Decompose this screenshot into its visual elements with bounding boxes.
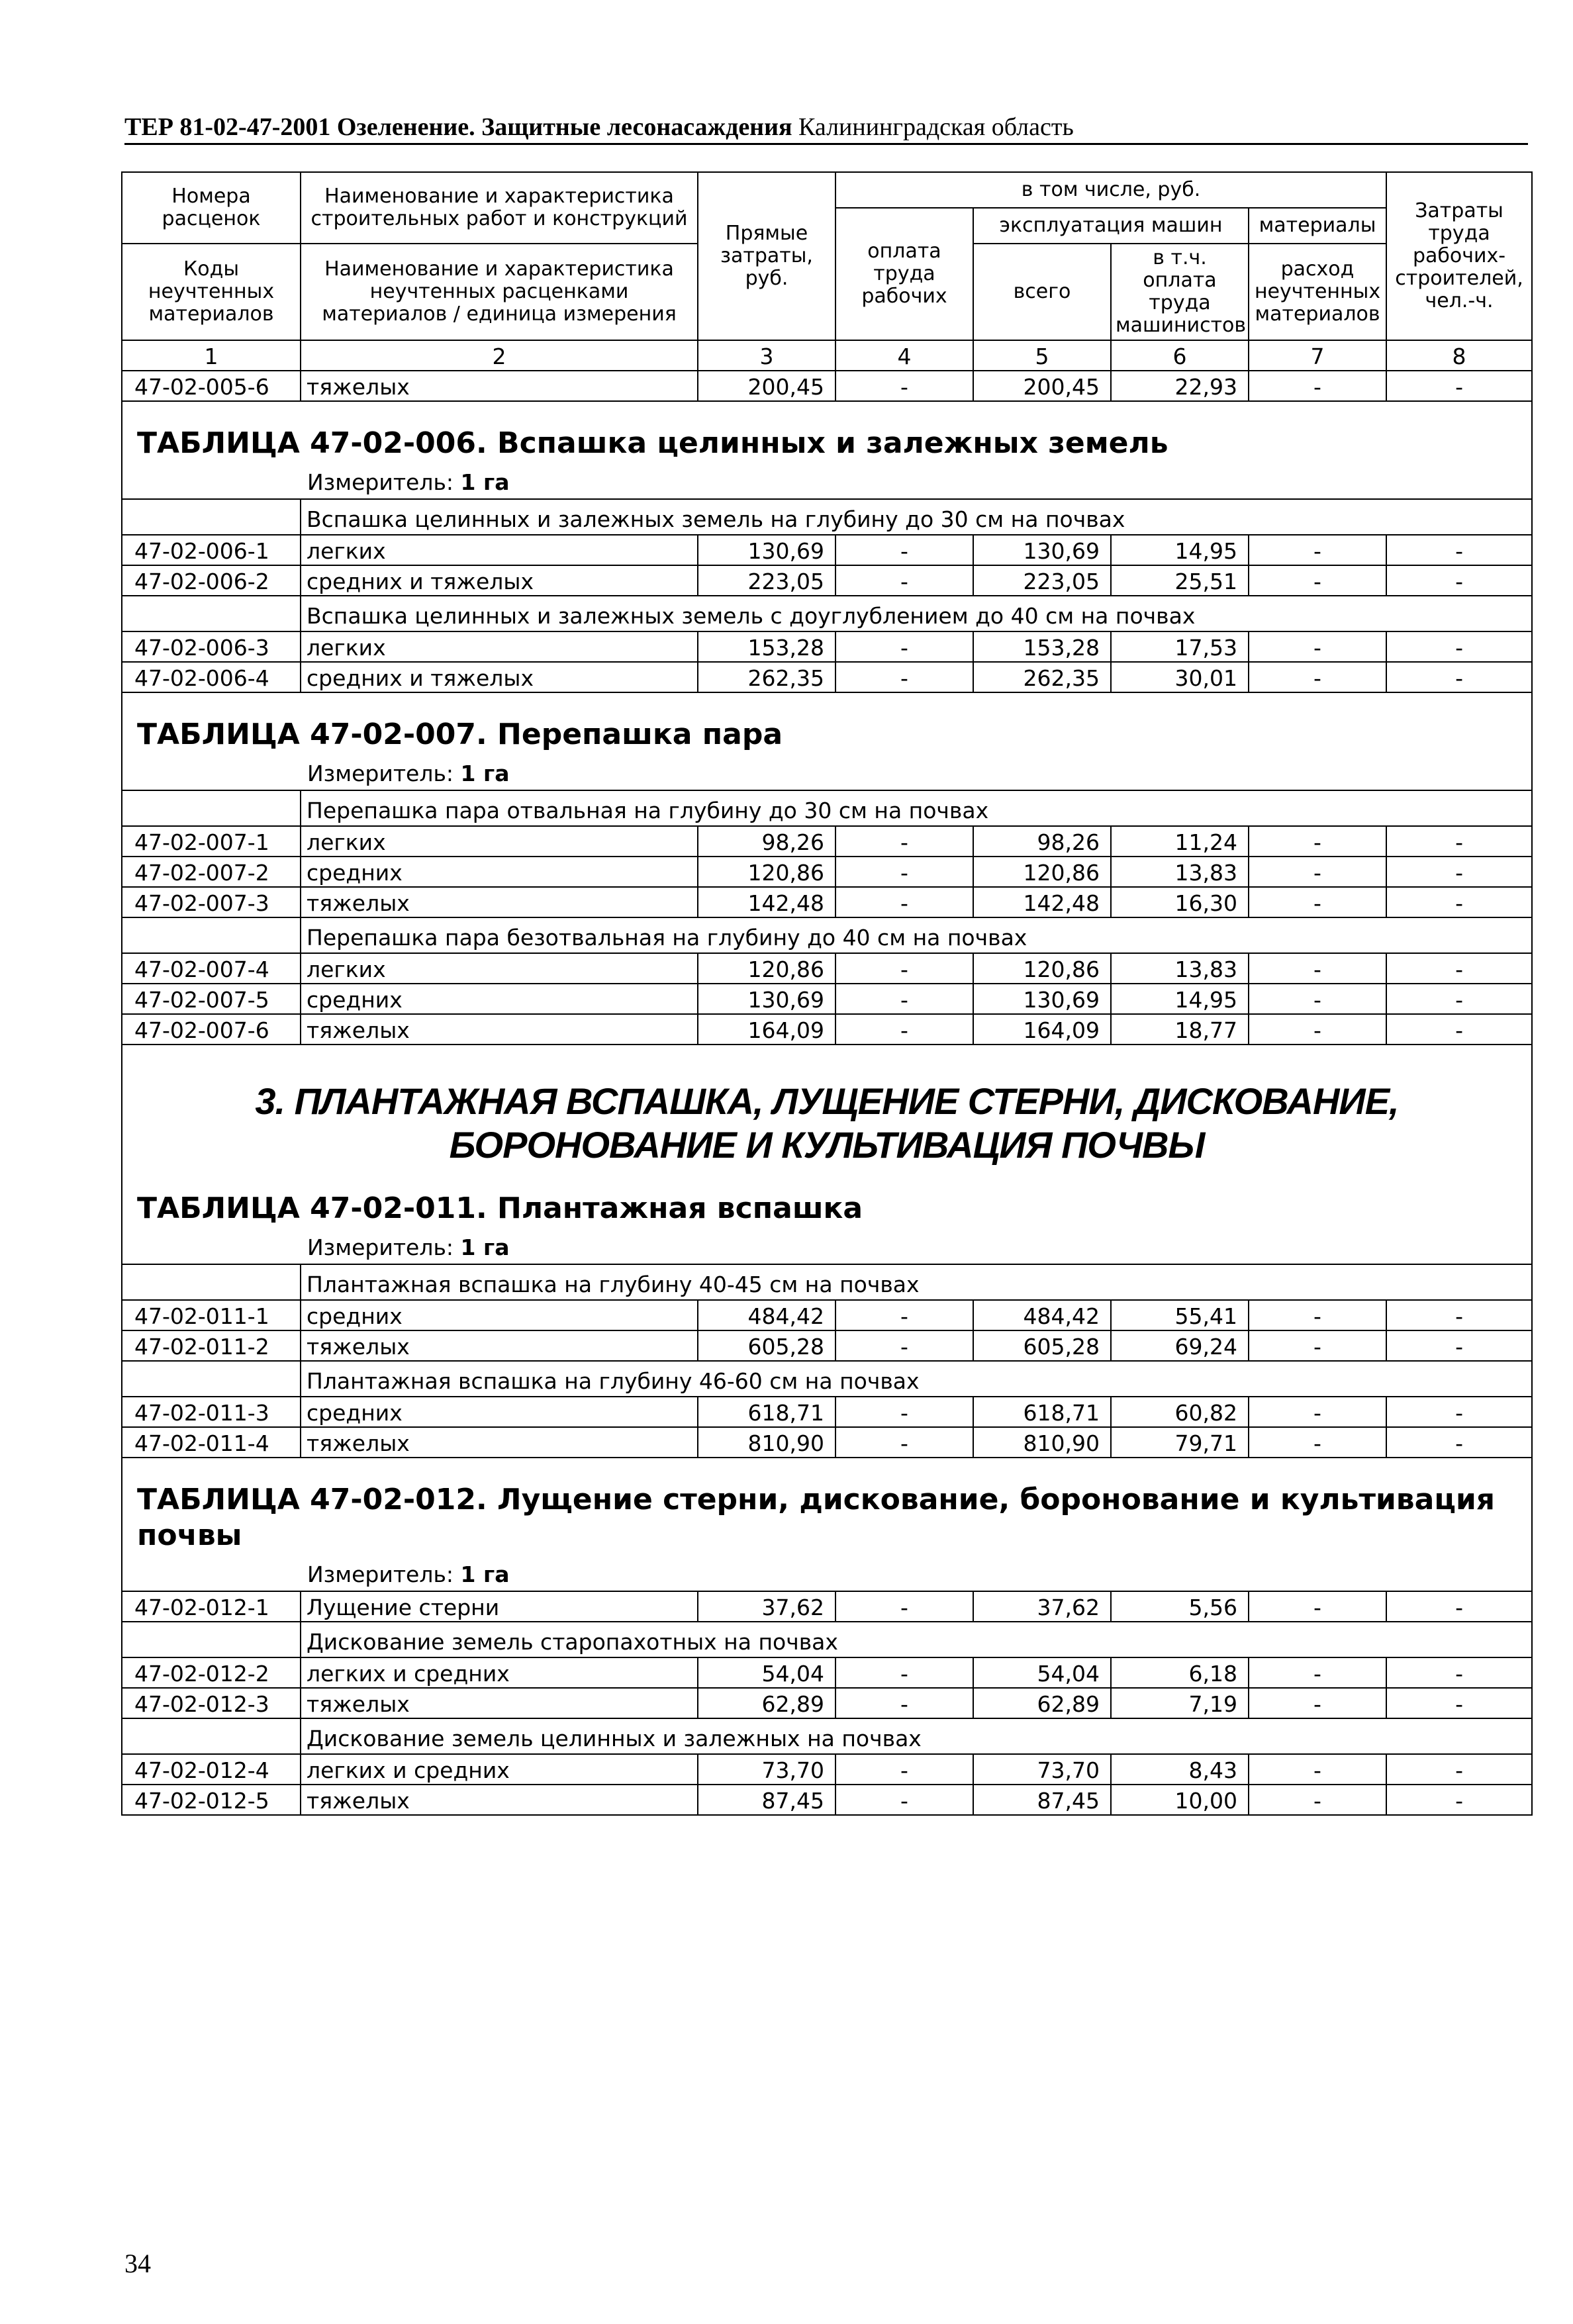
machinist-wages: 13,83 — [1111, 857, 1249, 887]
machinist-wages: 79,71 — [1111, 1427, 1249, 1458]
material-use: - — [1249, 1688, 1386, 1718]
table-row — [122, 1657, 1532, 1688]
rate-name: легких — [301, 826, 698, 857]
labor-cost: - — [1386, 1427, 1532, 1458]
table-title-row — [122, 692, 1532, 790]
rate-name: тяжелых — [301, 1688, 698, 1718]
group-description: Перепашка пара безотвальная на глубину до 40 см на почвах — [301, 917, 1532, 953]
col-number: 1 — [122, 340, 301, 371]
wages-cost: - — [835, 887, 973, 917]
group-description: Перепашка пара отвальная на глубину до 30 см на почвах — [301, 790, 1532, 826]
rate-code: 47-02-007-4 — [122, 953, 301, 984]
machinist-wages: 60,82 — [1111, 1397, 1249, 1427]
table-title-cell — [122, 401, 1532, 499]
rate-name: легких — [301, 535, 698, 565]
col-header-name: Наименование и характеристика строительных работ и конструкций — [301, 172, 698, 244]
rate-name: средних — [301, 1300, 698, 1330]
group-description: Вспашка целинных и залежных земель на глубину до 30 см на почвах — [301, 499, 1532, 535]
material-use: - — [1249, 1427, 1386, 1458]
direct-cost: 37,62 — [698, 1591, 835, 1622]
col-header-direct: Прямые затраты, руб. — [698, 172, 835, 340]
machinist-wages: 5,56 — [1111, 1591, 1249, 1622]
direct-cost: 262,35 — [698, 662, 835, 692]
wages-cost: - — [835, 984, 973, 1014]
material-use: - — [1249, 1397, 1386, 1427]
table-row — [122, 631, 1532, 662]
table-title: ТАБЛИЦА 47-02-007. Перепашка пара — [137, 718, 783, 751]
rate-code: 47-02-007-2 — [122, 857, 301, 887]
direct-cost: 605,28 — [698, 1330, 835, 1361]
table-row — [122, 953, 1532, 984]
wages-cost: - — [835, 662, 973, 692]
rate-code: 47-02-012-3 — [122, 1688, 301, 1718]
machine-cost: 605,28 — [973, 1330, 1111, 1361]
wages-cost: - — [835, 1657, 973, 1688]
rate-code: 47-02-011-2 — [122, 1330, 301, 1361]
machinist-wages: 13,83 — [1111, 953, 1249, 984]
group-description-code-cell — [122, 499, 301, 535]
group-description-row — [122, 596, 1532, 631]
rate-name: средних и тяжелых — [301, 662, 698, 692]
labor-cost: - — [1386, 1014, 1532, 1045]
group-description-code-cell — [122, 1718, 301, 1754]
machinist-wages: 17,53 — [1111, 631, 1249, 662]
table-row — [122, 984, 1532, 1014]
col-header-total: всего — [973, 244, 1111, 340]
material-use: - — [1249, 857, 1386, 887]
material-use: - — [1249, 662, 1386, 692]
table-row — [122, 826, 1532, 857]
rate-name: средних — [301, 857, 698, 887]
col-number: 7 — [1249, 340, 1386, 371]
machine-cost: 120,86 — [973, 857, 1111, 887]
measure-label: Измеритель: — [307, 1234, 461, 1260]
direct-cost: 164,09 — [698, 1014, 835, 1045]
wages-cost: - — [835, 857, 973, 887]
rate-code: 47-02-005-6 — [122, 371, 301, 401]
direct-cost: 54,04 — [698, 1657, 835, 1688]
material-use: - — [1249, 1785, 1386, 1815]
machine-cost: 130,69 — [973, 984, 1111, 1014]
wages-cost: - — [835, 631, 973, 662]
group-description-code-cell — [122, 596, 301, 631]
machine-cost: 223,05 — [973, 565, 1111, 596]
direct-cost: 87,45 — [698, 1785, 835, 1815]
measure-value: 1 га — [460, 469, 510, 495]
wages-cost: - — [835, 1591, 973, 1622]
table-row — [122, 1014, 1532, 1045]
measure-label: Измеритель: — [307, 469, 461, 495]
machine-cost: 618,71 — [973, 1397, 1111, 1427]
direct-cost: 98,26 — [698, 826, 835, 857]
measure-label: Измеритель: — [307, 761, 461, 786]
page-number: 34 — [124, 2249, 151, 2278]
col-header-materials: материалы — [1249, 208, 1386, 244]
direct-cost: 153,28 — [698, 631, 835, 662]
rate-name: легких — [301, 953, 698, 984]
col-header-codes: Номера расценок — [122, 172, 301, 244]
labor-cost: - — [1386, 1397, 1532, 1427]
rate-code: 47-02-012-4 — [122, 1754, 301, 1785]
machinist-wages: 69,24 — [1111, 1330, 1249, 1361]
group-description-row — [122, 1718, 1532, 1754]
rate-code: 47-02-011-4 — [122, 1427, 301, 1458]
material-use: - — [1249, 953, 1386, 984]
measure-value: 1 га — [460, 1561, 510, 1587]
col-number: 2 — [301, 340, 698, 371]
material-use: - — [1249, 984, 1386, 1014]
table-row — [122, 1688, 1532, 1718]
rates-table — [121, 171, 1533, 1816]
rate-code: 47-02-007-3 — [122, 887, 301, 917]
material-use: - — [1249, 826, 1386, 857]
direct-cost: 62,89 — [698, 1688, 835, 1718]
rate-name: средних — [301, 984, 698, 1014]
machinist-wages: 16,30 — [1111, 887, 1249, 917]
rate-code: 47-02-011-1 — [122, 1300, 301, 1330]
wages-cost: - — [835, 535, 973, 565]
machinist-wages: 18,77 — [1111, 1014, 1249, 1045]
labor-cost: - — [1386, 1754, 1532, 1785]
table-row — [122, 1427, 1532, 1458]
group-description: Плантажная вспашка на глубину 40-45 см на почвах — [301, 1264, 1532, 1300]
group-description-code-cell — [122, 917, 301, 953]
machine-cost: 54,04 — [973, 1657, 1111, 1688]
rate-name: тяжелых — [301, 1427, 698, 1458]
table-row — [122, 1591, 1532, 1622]
col-number: 3 — [698, 340, 835, 371]
col-number: 6 — [1111, 340, 1249, 371]
machinist-wages: 55,41 — [1111, 1300, 1249, 1330]
material-use: - — [1249, 535, 1386, 565]
group-description: Дискование земель целинных и залежных на почвах — [301, 1718, 1532, 1754]
col-number: 5 — [973, 340, 1111, 371]
direct-cost: 810,90 — [698, 1427, 835, 1458]
material-use: - — [1249, 887, 1386, 917]
labor-cost: - — [1386, 984, 1532, 1014]
col-header-codes-materials: Коды неучтенных материалов — [122, 244, 301, 340]
machine-cost: 810,90 — [973, 1427, 1111, 1458]
rate-name: легких — [301, 631, 698, 662]
doc-title: Озеленение. Защитные лесонасаждения — [330, 113, 792, 141]
table-title-cell — [122, 1458, 1532, 1591]
table-measure — [130, 1554, 1523, 1591]
rate-code: 47-02-006-1 — [122, 535, 301, 565]
table-row — [122, 662, 1532, 692]
table-row — [122, 1754, 1532, 1785]
direct-cost: 142,48 — [698, 887, 835, 917]
labor-cost: - — [1386, 1591, 1532, 1622]
rate-name: легких и средних — [301, 1754, 698, 1785]
table-measure — [130, 753, 1523, 790]
table-title: ТАБЛИЦА 47-02-006. Вспашка целинных и залежных земель — [137, 426, 1168, 460]
rate-name: легких и средних — [301, 1657, 698, 1688]
machine-cost: 98,26 — [973, 826, 1111, 857]
rate-name: тяжелых — [301, 1330, 698, 1361]
material-use: - — [1249, 565, 1386, 596]
rate-code: 47-02-012-5 — [122, 1785, 301, 1815]
group-description-row — [122, 1361, 1532, 1397]
table-row — [122, 857, 1532, 887]
material-use: - — [1249, 1657, 1386, 1688]
machine-cost: 130,69 — [973, 535, 1111, 565]
rate-name: тяжелых — [301, 1785, 698, 1815]
machine-cost: 120,86 — [973, 953, 1111, 984]
machine-cost: 164,09 — [973, 1014, 1111, 1045]
chapter-heading: 3. ПЛАНТАЖНАЯ ВСПАШКА, ЛУЩЕНИЕ СТЕРНИ, ДИСКОВАНИЕ, БОРОНОВАНИЕ И КУЛЬТИВАЦИЯ ПОЧВЫ — [255, 1080, 1399, 1166]
direct-cost: 120,86 — [698, 857, 835, 887]
table-row — [122, 1300, 1532, 1330]
direct-cost: 223,05 — [698, 565, 835, 596]
table-title-cell — [122, 1045, 1532, 1264]
running-head — [124, 113, 1528, 145]
col-header-name-materials: Наименование и характеристика неучтенных расценками материалов / единица измерения — [301, 244, 698, 340]
rate-code: 47-02-006-4 — [122, 662, 301, 692]
measure-value: 1 га — [460, 1234, 510, 1260]
group-description-row — [122, 1622, 1532, 1657]
group-description-row — [122, 1264, 1532, 1300]
group-description: Плантажная вспашка на глубину 46-60 см на почвах — [301, 1361, 1532, 1397]
direct-cost: 73,70 — [698, 1754, 835, 1785]
col-header-wages: оплата труда рабочих — [835, 208, 973, 340]
direct-cost: 130,69 — [698, 984, 835, 1014]
col-header-incl: в том числе, руб. — [835, 172, 1386, 208]
col-number: 8 — [1386, 340, 1532, 371]
rate-name: Лущение стерни — [301, 1591, 698, 1622]
column-number-row — [122, 340, 1532, 371]
table-row — [122, 1397, 1532, 1427]
group-description-row — [122, 790, 1532, 826]
material-use: - — [1249, 1014, 1386, 1045]
material-use: - — [1249, 1300, 1386, 1330]
rate-code: 47-02-006-3 — [122, 631, 301, 662]
machine-cost: 200,45 — [973, 371, 1111, 401]
rate-code: 47-02-007-6 — [122, 1014, 301, 1045]
table-title: ТАБЛИЦА 47-02-011. Плантажная вспашка — [137, 1191, 863, 1225]
table-row — [122, 887, 1532, 917]
machinist-wages: 14,95 — [1111, 535, 1249, 565]
labor-cost: - — [1386, 662, 1532, 692]
measure-value: 1 га — [460, 761, 510, 786]
direct-cost: 484,42 — [698, 1300, 835, 1330]
rate-name: тяжелых — [301, 887, 698, 917]
group-description-row — [122, 499, 1532, 535]
rate-code: 47-02-007-1 — [122, 826, 301, 857]
labor-cost: - — [1386, 371, 1532, 401]
labor-cost: - — [1386, 1657, 1532, 1688]
wages-cost: - — [835, 371, 973, 401]
group-description-code-cell — [122, 790, 301, 826]
material-use: - — [1249, 1330, 1386, 1361]
labor-cost: - — [1386, 857, 1532, 887]
wages-cost: - — [835, 1397, 973, 1427]
table-measure — [130, 1227, 1523, 1264]
machinist-wages: 11,24 — [1111, 826, 1249, 857]
machine-cost: 73,70 — [973, 1754, 1111, 1785]
machine-cost: 37,62 — [973, 1591, 1111, 1622]
group-description-code-cell — [122, 1622, 301, 1657]
table-title: ТАБЛИЦА 47-02-012. Лущение стерни, дискование, боронование и культивация почвы — [137, 1483, 1496, 1552]
machinist-wages: 14,95 — [1111, 984, 1249, 1014]
machinist-wages: 8,43 — [1111, 1754, 1249, 1785]
wages-cost: - — [835, 565, 973, 596]
group-description-code-cell — [122, 1264, 301, 1300]
group-description: Дискование земель старопахотных на почвах — [301, 1622, 1532, 1657]
col-header-machinist-wages: в т.ч. оплата труда машинистов — [1111, 244, 1249, 340]
rate-code: 47-02-011-3 — [122, 1397, 301, 1427]
labor-cost: - — [1386, 887, 1532, 917]
table-measure — [130, 461, 1523, 498]
machine-cost: 87,45 — [973, 1785, 1111, 1815]
material-use: - — [1249, 1754, 1386, 1785]
wages-cost: - — [835, 1688, 973, 1718]
rate-code: 47-02-012-1 — [122, 1591, 301, 1622]
group-description: Вспашка целинных и залежных земель с доуглублением до 40 см на почвах — [301, 596, 1532, 631]
machinist-wages: 10,00 — [1111, 1785, 1249, 1815]
wages-cost: - — [835, 1014, 973, 1045]
labor-cost: - — [1386, 631, 1532, 662]
table-row — [122, 1785, 1532, 1815]
rate-name: тяжелых — [301, 1014, 698, 1045]
labor-cost: - — [1386, 1300, 1532, 1330]
table-row — [122, 535, 1532, 565]
machine-cost: 484,42 — [973, 1300, 1111, 1330]
rate-code: 47-02-006-2 — [122, 565, 301, 596]
direct-cost: 618,71 — [698, 1397, 835, 1427]
wages-cost: - — [835, 1785, 973, 1815]
rate-name: средних — [301, 1397, 698, 1427]
machinist-wages: 30,01 — [1111, 662, 1249, 692]
col-header-labor: Затраты труда рабочих-строителей, чел.-ч. — [1386, 172, 1532, 340]
rate-code: 47-02-007-5 — [122, 984, 301, 1014]
labor-cost: - — [1386, 1688, 1532, 1718]
material-use: - — [1249, 631, 1386, 662]
labor-cost: - — [1386, 953, 1532, 984]
machine-cost: 153,28 — [973, 631, 1111, 662]
labor-cost: - — [1386, 1785, 1532, 1815]
measure-label: Измеритель: — [307, 1561, 461, 1587]
machinist-wages: 7,19 — [1111, 1688, 1249, 1718]
col-header-material-use: расход неучтенных материалов — [1249, 244, 1386, 340]
machinist-wages: 6,18 — [1111, 1657, 1249, 1688]
col-header-machines: эксплуатация машин — [973, 208, 1249, 244]
col-number: 4 — [835, 340, 973, 371]
table-title-cell — [122, 692, 1532, 790]
labor-cost: - — [1386, 826, 1532, 857]
machinist-wages: 22,93 — [1111, 371, 1249, 401]
wages-cost: - — [835, 1427, 973, 1458]
machine-cost: 262,35 — [973, 662, 1111, 692]
wages-cost: - — [835, 953, 973, 984]
table-title-row — [122, 1458, 1532, 1591]
machine-cost: 142,48 — [973, 887, 1111, 917]
direct-cost: 120,86 — [698, 953, 835, 984]
labor-cost: - — [1386, 1330, 1532, 1361]
direct-cost: 200,45 — [698, 371, 835, 401]
labor-cost: - — [1386, 565, 1532, 596]
doc-id: ТЕР 81-02-47-2001 — [124, 113, 331, 141]
wages-cost: - — [835, 826, 973, 857]
rate-name: тяжелых — [301, 371, 698, 401]
direct-cost: 130,69 — [698, 535, 835, 565]
machinist-wages: 25,51 — [1111, 565, 1249, 596]
machine-cost: 62,89 — [973, 1688, 1111, 1718]
doc-region: Калининградская область — [792, 113, 1074, 141]
table-row — [122, 1330, 1532, 1361]
wages-cost: - — [835, 1754, 973, 1785]
group-description-row — [122, 917, 1532, 953]
labor-cost: - — [1386, 535, 1532, 565]
wages-cost: - — [835, 1300, 973, 1330]
group-description-code-cell — [122, 1361, 301, 1397]
material-use: - — [1249, 371, 1386, 401]
rate-code: 47-02-012-2 — [122, 1657, 301, 1688]
table-title-row — [122, 1045, 1532, 1264]
table-title-row — [122, 401, 1532, 499]
table-row — [122, 371, 1532, 401]
rate-name: средних и тяжелых — [301, 565, 698, 596]
table-row — [122, 565, 1532, 596]
material-use: - — [1249, 1591, 1386, 1622]
wages-cost: - — [835, 1330, 973, 1361]
